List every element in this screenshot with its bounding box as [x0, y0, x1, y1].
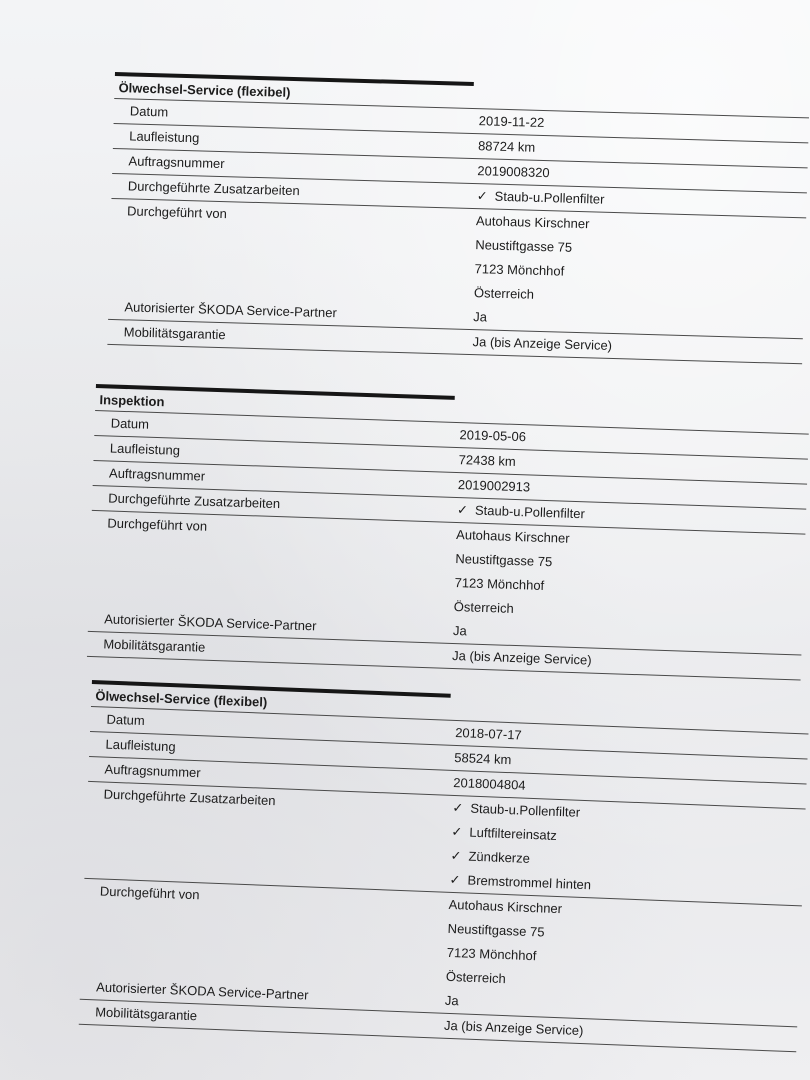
durchgefuehrt-von-label: Durchgeführt von: [126, 203, 228, 222]
laufleistung-label: Laufleistung: [105, 736, 176, 755]
mobilitaetsgarantie-label: Mobilitätsgarantie: [123, 324, 226, 343]
workshop-city: 7123 Mönchhof: [446, 944, 537, 964]
service-entry-2: [87, 384, 810, 681]
zusatz-item: ✓ Staub-u.Pollenfilter: [457, 498, 807, 534]
service-entry-1: [107, 72, 809, 364]
zusatz-item: ✓ Luftfiltereinsatz: [451, 820, 805, 858]
service-partner-label: Autorisierter ŠKODA Service-Partner: [95, 979, 309, 1003]
laufleistung-value: 72438 km: [458, 452, 517, 469]
service-partner-value: Ja: [444, 992, 459, 1009]
workshop-country: Österreich: [473, 285, 535, 302]
checkmark-icon: ✓: [451, 823, 463, 840]
workshop-street: Neustiftgasse 75: [447, 920, 545, 940]
zusatzarbeiten-label: Durchgeführte Zusatzarbeiten: [127, 178, 300, 199]
workshop-name: Autohaus Kirschner: [448, 896, 563, 917]
checkmark-icon: ✓: [476, 188, 488, 204]
zusatz-item: ✓ Zündkerze: [450, 844, 804, 882]
zusatzarbeiten-list: [449, 796, 805, 905]
checkmark-icon: ✓: [449, 871, 461, 888]
datum-value: 2018-07-17: [454, 724, 522, 743]
auftragsnummer-value: 2019002913: [457, 477, 531, 495]
laufleistung-label: Laufleistung: [109, 440, 181, 458]
workshop-name: Autohaus Kirschner: [455, 527, 570, 546]
checkmark-icon: ✓: [450, 847, 462, 864]
service-partner-value: Ja: [452, 622, 467, 639]
workshop-country: Österreich: [445, 968, 507, 987]
zusatzarbeiten-label: Durchgeführte Zusatzarbeiten: [103, 786, 276, 809]
datum-value: 2019-05-06: [459, 427, 527, 445]
zusatz-item: ✓ Staub-u.Pollenfilter: [452, 796, 806, 834]
section-title: Ölwechsel-Service (flexibel): [114, 72, 474, 108]
zusatzarbeiten-label: Durchgeführte Zusatzarbeiten: [107, 490, 281, 512]
workshop-country: Österreich: [453, 598, 515, 616]
auftragsnummer-value: 2019008320: [477, 163, 550, 181]
auftragsnummer-label: Auftragsnummer: [108, 465, 206, 484]
laufleistung-value: 58524 km: [454, 749, 512, 768]
mobilitaetsgarantie-value: Ja (bis Anzeige Service): [472, 334, 613, 353]
datum-label: Datum: [106, 711, 146, 729]
zusatz-item: ✓ Bremstrommel hinten: [449, 868, 803, 906]
mobilitaetsgarantie-label: Mobilitätsgarantie: [103, 636, 206, 655]
durchgefuehrt-von-label: Durchgeführt von: [107, 515, 208, 534]
mobilitaetsgarantie-label: Mobilitätsgarantie: [94, 1004, 198, 1024]
service-entry-3: [79, 680, 810, 1052]
workshop-address: [445, 893, 801, 1002]
section-title: Inspektion: [95, 384, 455, 422]
datum-label: Datum: [110, 415, 150, 432]
service-partner-label: Autorisierter ŠKODA Service-Partner: [103, 611, 317, 634]
service-partner-value: Ja: [473, 309, 488, 325]
workshop-street: Neustiftgasse 75: [475, 237, 573, 255]
workshop-address: [453, 523, 805, 631]
zusatz-item: ✓ Staub-u.Pollenfilter: [476, 184, 807, 217]
laufleistung-label: Laufleistung: [129, 128, 200, 146]
workshop-address: [474, 209, 807, 314]
service-partner-label: Autorisierter ŠKODA Service-Partner: [124, 299, 337, 321]
checkmark-icon: ✓: [452, 799, 464, 816]
datum-value: 2019-11-22: [478, 113, 545, 131]
section-title: Ölwechsel-Service (flexibel): [91, 680, 451, 720]
checkmark-icon: ✓: [456, 502, 469, 518]
auftragsnummer-label: Auftragsnummer: [128, 153, 225, 172]
workshop-city: 7123 Mönchhof: [454, 575, 545, 593]
laufleistung-value: 88724 km: [477, 138, 536, 155]
durchgefuehrt-von-label: Durchgeführt von: [99, 883, 200, 903]
workshop-city: 7123 Mönchhof: [474, 261, 565, 279]
auftragsnummer-value: 2018004804: [453, 774, 526, 793]
workshop-name: Autohaus Kirschner: [475, 213, 590, 232]
mobilitaetsgarantie-value: Ja (bis Anzeige Service): [443, 1017, 584, 1039]
auftragsnummer-label: Auftragsnummer: [104, 761, 201, 781]
datum-label: Datum: [129, 103, 169, 120]
mobilitaetsgarantie-value: Ja (bis Anzeige Service): [451, 647, 592, 668]
workshop-street: Neustiftgasse 75: [455, 551, 553, 570]
